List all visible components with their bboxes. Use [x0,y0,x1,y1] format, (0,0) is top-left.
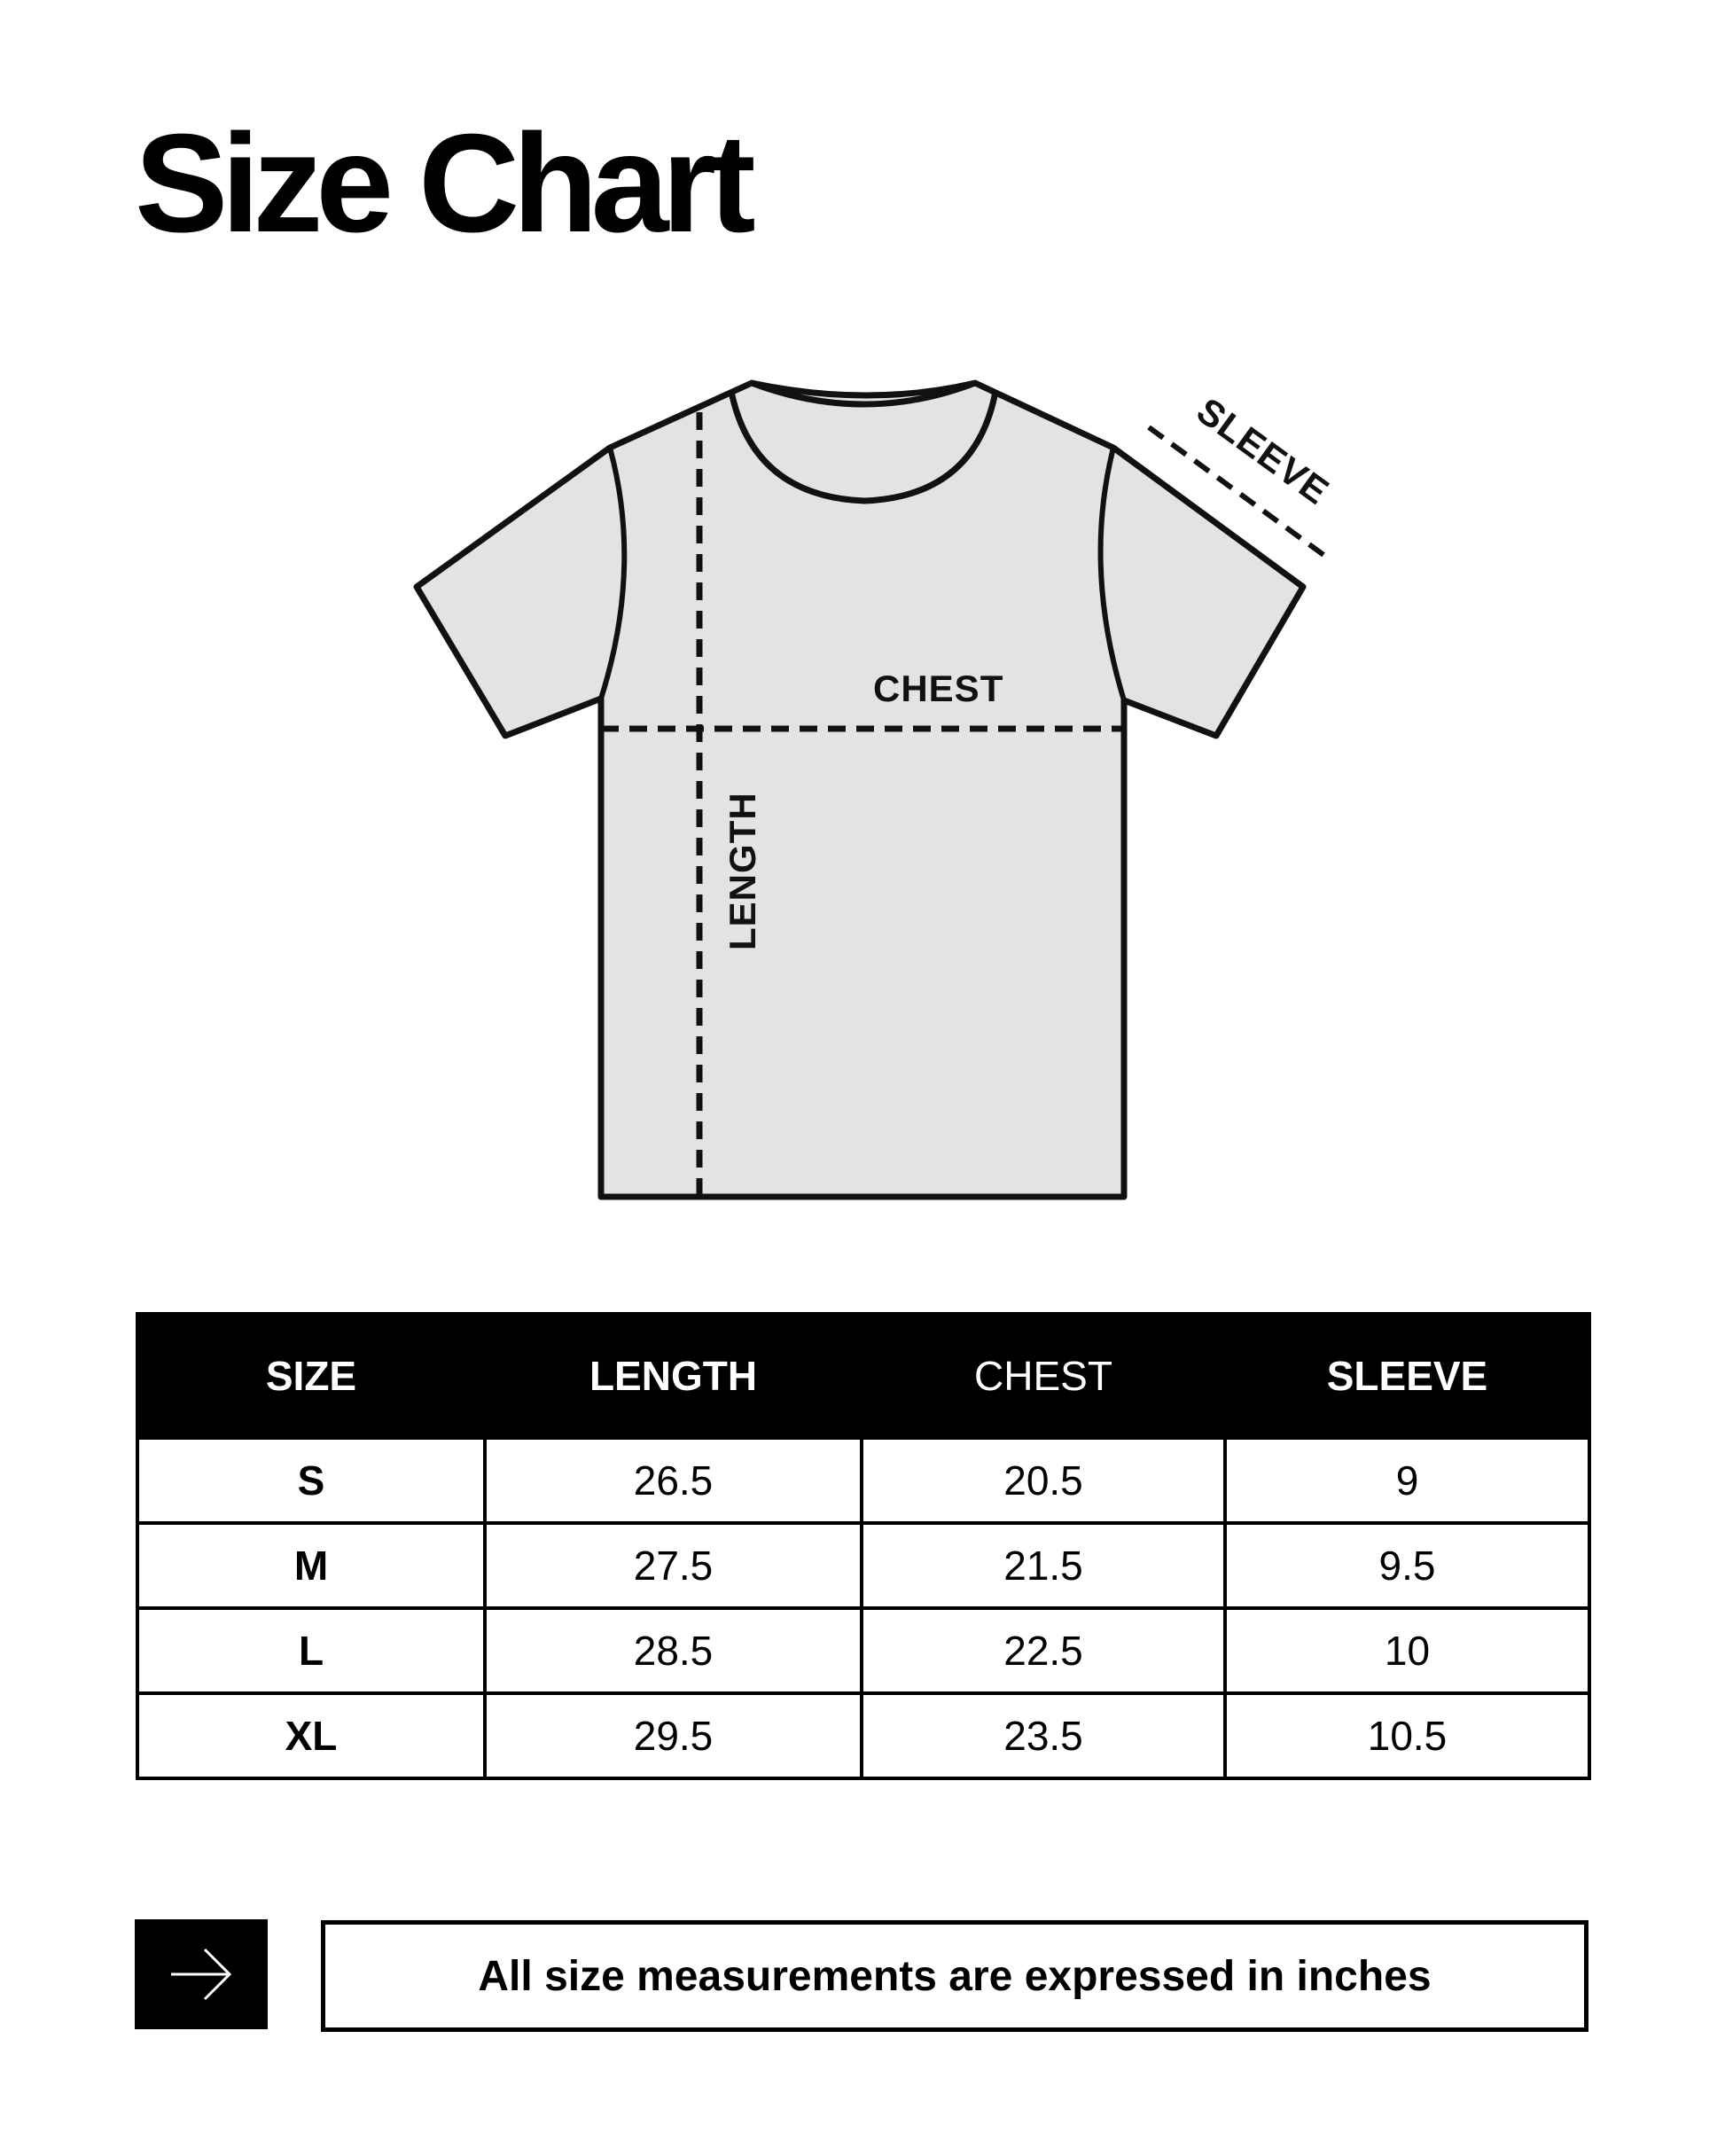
length-cell: 28.5 [485,1608,862,1693]
arrow-badge [135,1919,268,2029]
size-cell: XL [137,1693,485,1778]
sleeve-cell: 10 [1225,1608,1589,1693]
header-chest: CHEST [862,1314,1225,1438]
chest-cell: 20.5 [862,1438,1225,1523]
tshirt-outline [417,383,1303,1197]
page-title: Size Chart [135,105,749,262]
sleeve-cell: 9.5 [1225,1523,1589,1608]
size-cell: M [137,1523,485,1608]
length-label: LENGTH [722,792,763,950]
units-note-text: All size measurements are expressed in inches [478,1952,1432,2000]
size-cell: S [137,1438,485,1523]
sleeve-cell: 9 [1225,1438,1589,1523]
header-length: LENGTH [485,1314,862,1438]
arrow-right-icon [166,1943,237,2005]
header-size: SIZE [137,1314,485,1438]
chest-cell: 22.5 [862,1608,1225,1693]
table-row [137,1608,1589,1693]
units-note [321,1920,1588,2032]
size-table [136,1312,1591,1780]
table-header-row [137,1314,1589,1438]
length-cell: 26.5 [485,1438,862,1523]
table-row [137,1438,1589,1523]
chest-cell: 21.5 [862,1523,1225,1608]
length-cell: 27.5 [485,1523,862,1608]
size-cell: L [137,1608,485,1693]
length-cell: 29.5 [485,1693,862,1778]
header-sleeve: SLEEVE [1225,1314,1589,1438]
sleeve-label: SLEEVE [1189,389,1338,513]
table-row [137,1693,1589,1778]
chest-cell: 23.5 [862,1693,1225,1778]
chest-label: CHEST [873,668,1004,709]
table-row [137,1523,1589,1608]
sleeve-cell: 10.5 [1225,1693,1589,1778]
